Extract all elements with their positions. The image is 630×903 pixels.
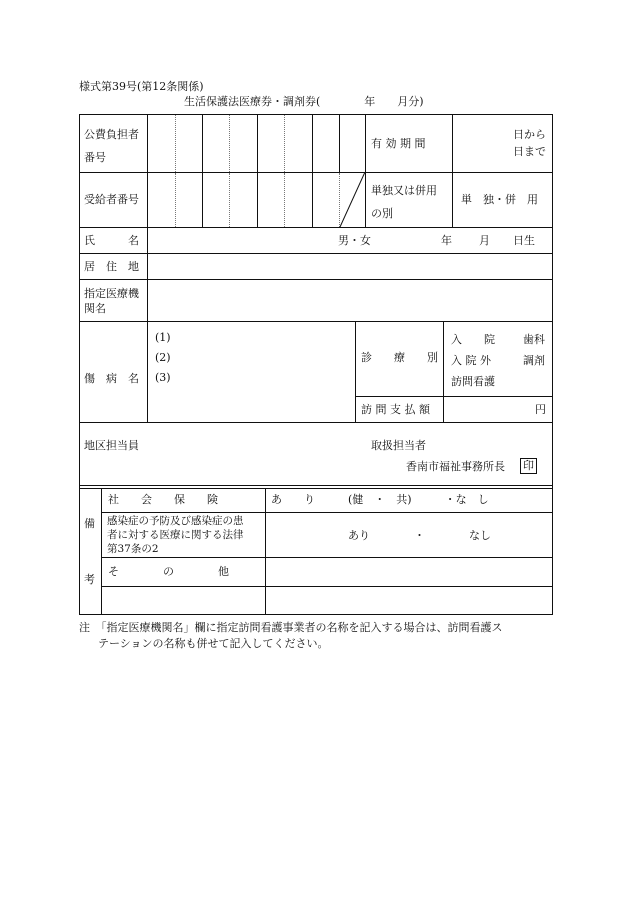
infection-law-label: 感染症の予防及び感染症の患 [107, 515, 244, 527]
treatment-inpatient: 入 院 [451, 333, 495, 346]
facility-label-2: 関名 [84, 302, 106, 315]
single-combined-value: 単 独・併 用 [461, 193, 538, 206]
other-label: そ の 他 [108, 565, 229, 578]
payment-amount-label: 訪 問 支 払 額 [361, 403, 430, 416]
handler-label: 取扱担当者 [371, 439, 426, 452]
residence-label: 居 住 地 [84, 260, 139, 273]
footnote-line-2: テーションの名称も併せて記入してください。 [98, 637, 329, 650]
single-combined-label-2: の別 [371, 207, 393, 220]
social-insurance-value: あ り (健 ・ 共) ・な し [271, 493, 489, 506]
single-combined-label: 単独又は併用 [371, 184, 437, 197]
form-number: 様式第39号(第12条関係) [79, 80, 204, 93]
payer-number-label: 公費負担者 [84, 128, 139, 141]
district-officer-label: 地区担当員 [84, 439, 139, 452]
birth-day: 日生 [513, 234, 535, 247]
officer-section-frame [79, 422, 553, 486]
treatment-dental: 歯科 [523, 333, 545, 346]
facility-label: 指定医療機 [84, 287, 139, 300]
birth-year: 年 [441, 234, 452, 247]
disease-3: (3) [155, 371, 171, 384]
disease-1: (1) [155, 331, 171, 344]
seal-stamp: 印 [520, 458, 537, 474]
infection-law-value: あり ・ なし [348, 529, 491, 542]
birth-month: 月 [479, 234, 490, 247]
infection-law-label-2: 者に対する医療に関する法律 [107, 529, 244, 541]
payment-yen: 円 [535, 403, 546, 416]
treatment-home-nursing: 訪問看護 [451, 375, 495, 388]
payer-number-label-2: 番号 [84, 151, 106, 164]
gender-field: 男・女 [338, 234, 371, 247]
disease-label: 傷 病 名 [84, 372, 139, 385]
form-title: 生活保護法医療券・調剤券( 年 月分) [184, 95, 424, 108]
validity-label: 有 効 期 間 [371, 137, 426, 150]
remarks-label-2: 考 [84, 573, 95, 586]
validity-to: 日まで [513, 145, 546, 158]
validity-from: 日から [513, 128, 546, 141]
office-head-label: 香南市福祉事務所長 [406, 460, 505, 473]
treatment-outpatient: 入 院 外 [451, 354, 491, 367]
treatment-type-label: 診 療 別 [361, 351, 438, 364]
diagonal-slash [339, 172, 366, 228]
disease-2: (2) [155, 351, 171, 364]
social-insurance-label: 社 会 保 険 [108, 493, 218, 506]
treatment-dispensing: 調剤 [523, 354, 545, 367]
recipient-number-label: 受給者番号 [84, 193, 139, 206]
name-label: 氏 名 [84, 234, 139, 247]
infection-law-label-3: 第37条の2 [107, 543, 159, 555]
remarks-label: 備 [84, 517, 95, 530]
footnote-line-1: 注 「指定医療機関名」欄に指定訪問看護事業者の名称を記入する場合は、訪問看護ス [79, 621, 503, 634]
